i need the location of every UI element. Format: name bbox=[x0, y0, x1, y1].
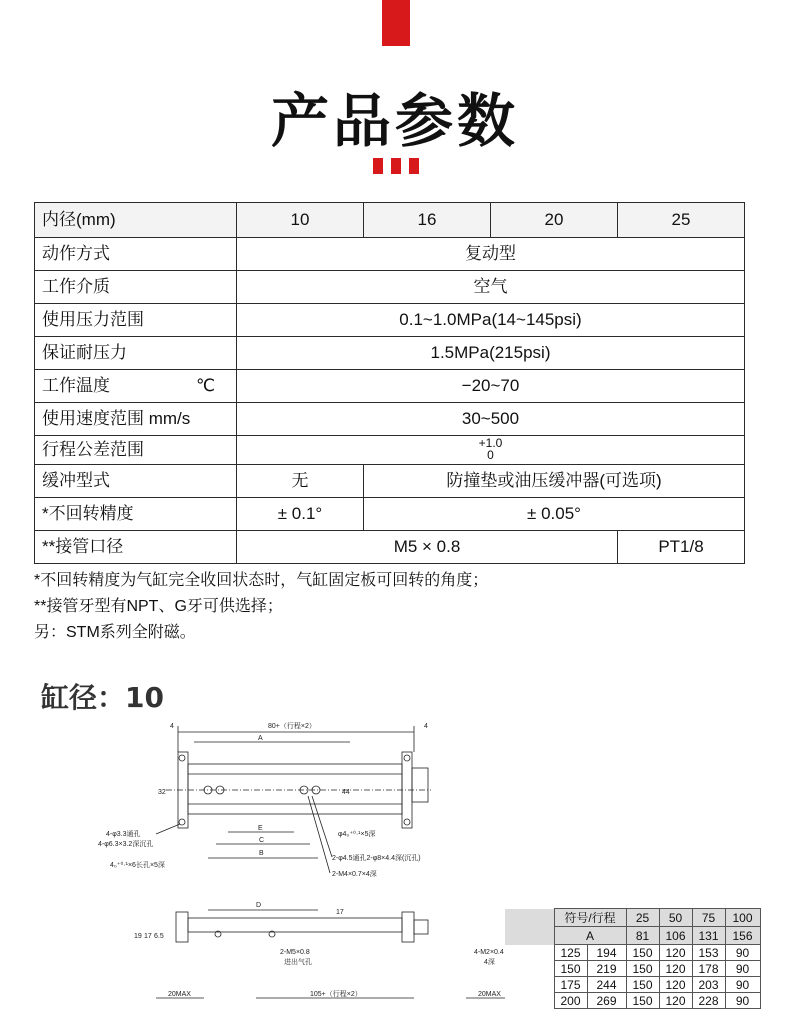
note-thread: **接管牙型有NPT、G牙可供选择； bbox=[34, 598, 283, 615]
note-cb2: 2-φ4.5通孔2-φ8×4.4深(沉孔) bbox=[332, 855, 421, 862]
stroke-row bbox=[505, 993, 760, 1009]
spec-row-proof bbox=[35, 337, 745, 370]
temp-label: 工作温度 bbox=[42, 376, 110, 395]
stroke-a-75: 131 bbox=[692, 927, 725, 945]
stroke-a-50: 106 bbox=[659, 927, 692, 945]
stroke-row bbox=[505, 945, 760, 961]
stroke-cell: 120 bbox=[659, 945, 692, 961]
bottom-stroke: 105+（行程×2） bbox=[310, 991, 362, 998]
spec-row-cushion bbox=[35, 465, 745, 498]
stroke-cell: 228 bbox=[692, 993, 725, 1009]
port-last: PT1/8 bbox=[618, 531, 745, 564]
bore-title: 缸径：10 bbox=[41, 681, 164, 714]
temp-value: −20~70 bbox=[237, 370, 745, 403]
note-m5: 2-M5×0.8 bbox=[280, 949, 310, 956]
stroke-cell: 120 bbox=[659, 977, 692, 993]
spec-row-tolerance bbox=[35, 436, 745, 465]
note-m4: 2-M4×0.7×4深 bbox=[332, 871, 377, 878]
dim-c: C bbox=[259, 837, 265, 844]
bore-10: 10 bbox=[237, 203, 364, 238]
medium-label: 工作介质 bbox=[35, 271, 237, 304]
spec-row-pressure bbox=[35, 304, 745, 337]
dim-17: 17 bbox=[144, 933, 152, 940]
stroke-cell: 120 bbox=[659, 993, 692, 1009]
dim-top-label: 80+（行程×2） bbox=[268, 723, 316, 730]
spec-row-speed bbox=[35, 403, 745, 436]
note-nonrot: *不回转精度为气缸完全收回状态时，气缸固定板可回转的角度； bbox=[34, 572, 489, 589]
stroke-cell: 178 bbox=[692, 961, 725, 977]
nonrot-rest: ± 0.05° bbox=[364, 498, 745, 531]
top-accent-bar bbox=[382, 0, 410, 46]
stroke-row bbox=[505, 961, 760, 977]
title-underline-marks bbox=[373, 158, 419, 174]
stroke-cell: 150 bbox=[554, 961, 587, 977]
cushion-10: 无 bbox=[237, 465, 364, 498]
dim-4-left: 4 bbox=[170, 723, 174, 730]
cushion-rest: 防撞垫或油压缓冲器(可选项) bbox=[364, 465, 745, 498]
spec-row-nonrot bbox=[35, 498, 745, 531]
port-label: **接管口径 bbox=[35, 531, 237, 564]
dim-44: 44 bbox=[342, 789, 350, 796]
bottom-20max-right: 20MAX bbox=[478, 991, 501, 998]
spec-table bbox=[34, 202, 745, 564]
spec-header-row bbox=[35, 203, 745, 238]
spec-row-action bbox=[35, 238, 745, 271]
stroke-header-row bbox=[505, 909, 760, 927]
spec-row-medium bbox=[35, 271, 745, 304]
page-title: 产品参数 bbox=[270, 87, 519, 155]
bore-20: 20 bbox=[491, 203, 618, 238]
stroke-a-label: A bbox=[554, 927, 626, 945]
note-slot: 4₀⁺⁰·¹×6长孔×5深 bbox=[110, 862, 165, 869]
note-cbore: 4-φ6.3×3.2深沉孔 bbox=[98, 841, 154, 848]
stroke-cell: 150 bbox=[626, 977, 659, 993]
stroke-table bbox=[505, 908, 761, 1009]
medium-value: 空气 bbox=[237, 271, 745, 304]
stroke-cell: 244 bbox=[587, 977, 626, 993]
stroke-cell: 150 bbox=[626, 961, 659, 977]
stroke-cell: 194 bbox=[587, 945, 626, 961]
spec-notes bbox=[34, 568, 488, 646]
note-m2b: 4深 bbox=[484, 959, 495, 966]
stroke-cell: 120 bbox=[659, 961, 692, 977]
nonrot-10: ± 0.1° bbox=[237, 498, 364, 531]
temp-label-cell bbox=[35, 370, 237, 403]
stroke-cell: 150 bbox=[626, 945, 659, 961]
cushion-label: 缓冲型式 bbox=[35, 465, 237, 498]
stroke-cell: 150 bbox=[626, 993, 659, 1009]
note-m5b: 进出气孔 bbox=[284, 959, 312, 966]
bore-16: 16 bbox=[364, 203, 491, 238]
stroke-cell: 125 bbox=[554, 945, 587, 961]
action-value: 复动型 bbox=[237, 238, 745, 271]
nonrot-label: *不回转精度 bbox=[35, 498, 237, 531]
note-pin: φ4₀⁺⁰·¹×5深 bbox=[338, 831, 376, 838]
cylinder-drawing bbox=[96, 712, 536, 1006]
tolerance-upper: +1.0 bbox=[478, 436, 503, 450]
stroke-header-75: 75 bbox=[692, 909, 725, 927]
dim-a: A bbox=[258, 735, 263, 742]
tolerance-label: 行程公差范围 bbox=[35, 436, 237, 465]
bottom-20max-left: 20MAX bbox=[168, 991, 191, 998]
tolerance-lower: 0 bbox=[487, 448, 494, 462]
stroke-cell: 203 bbox=[692, 977, 725, 993]
stroke-cell: 90 bbox=[725, 993, 760, 1009]
dim-32: 32 bbox=[158, 789, 166, 796]
note-magnet: 另：STM系列全附磁。 bbox=[34, 624, 196, 641]
tolerance-value bbox=[237, 436, 745, 465]
proof-value: 1.5MPa(215psi) bbox=[237, 337, 745, 370]
stroke-row bbox=[505, 977, 760, 993]
proof-label: 保证耐压力 bbox=[35, 337, 237, 370]
dim-d: D bbox=[256, 902, 262, 909]
stroke-cell: 90 bbox=[725, 961, 760, 977]
speed-label: 使用速度范围 mm/s bbox=[35, 403, 237, 436]
temp-unit: ℃ bbox=[196, 376, 216, 395]
spec-row-port bbox=[35, 531, 745, 564]
stroke-header-100: 100 bbox=[725, 909, 760, 927]
action-label: 动作方式 bbox=[35, 238, 237, 271]
dim-17b: 17 bbox=[336, 909, 344, 916]
stroke-a-25: 81 bbox=[626, 927, 659, 945]
note-m2: 4-M2×0.4 bbox=[474, 949, 504, 956]
port-main: M5 × 0.8 bbox=[237, 531, 618, 564]
stroke-header-symbol: 符号/行程 bbox=[554, 909, 626, 927]
stroke-cell: 269 bbox=[587, 993, 626, 1009]
dim-e: E bbox=[258, 825, 263, 832]
dim-b: B bbox=[259, 850, 264, 857]
pressure-value: 0.1~1.0MPa(14~145psi) bbox=[237, 304, 745, 337]
dim-4-right: 4 bbox=[424, 723, 428, 730]
stroke-cell: 90 bbox=[725, 977, 760, 993]
stroke-header-50: 50 bbox=[659, 909, 692, 927]
stroke-header-25: 25 bbox=[626, 909, 659, 927]
dim-19: 19 bbox=[134, 933, 142, 940]
bore-25: 25 bbox=[618, 203, 745, 238]
bore-label: 内径(mm) bbox=[35, 203, 237, 238]
speed-value: 30~500 bbox=[237, 403, 745, 436]
pressure-label: 使用压力范围 bbox=[35, 304, 237, 337]
stroke-a-100: 156 bbox=[725, 927, 760, 945]
stroke-cell: 90 bbox=[725, 945, 760, 961]
stroke-cell: 175 bbox=[554, 977, 587, 993]
spec-row-temp bbox=[35, 370, 745, 403]
stroke-cell: 153 bbox=[692, 945, 725, 961]
stroke-cell: 200 bbox=[554, 993, 587, 1009]
note-holes: 4-φ3.3通孔 bbox=[106, 831, 141, 838]
stroke-a-row bbox=[505, 927, 760, 945]
dim-6-5: 6.5 bbox=[154, 933, 164, 940]
stroke-cell: 219 bbox=[587, 961, 626, 977]
